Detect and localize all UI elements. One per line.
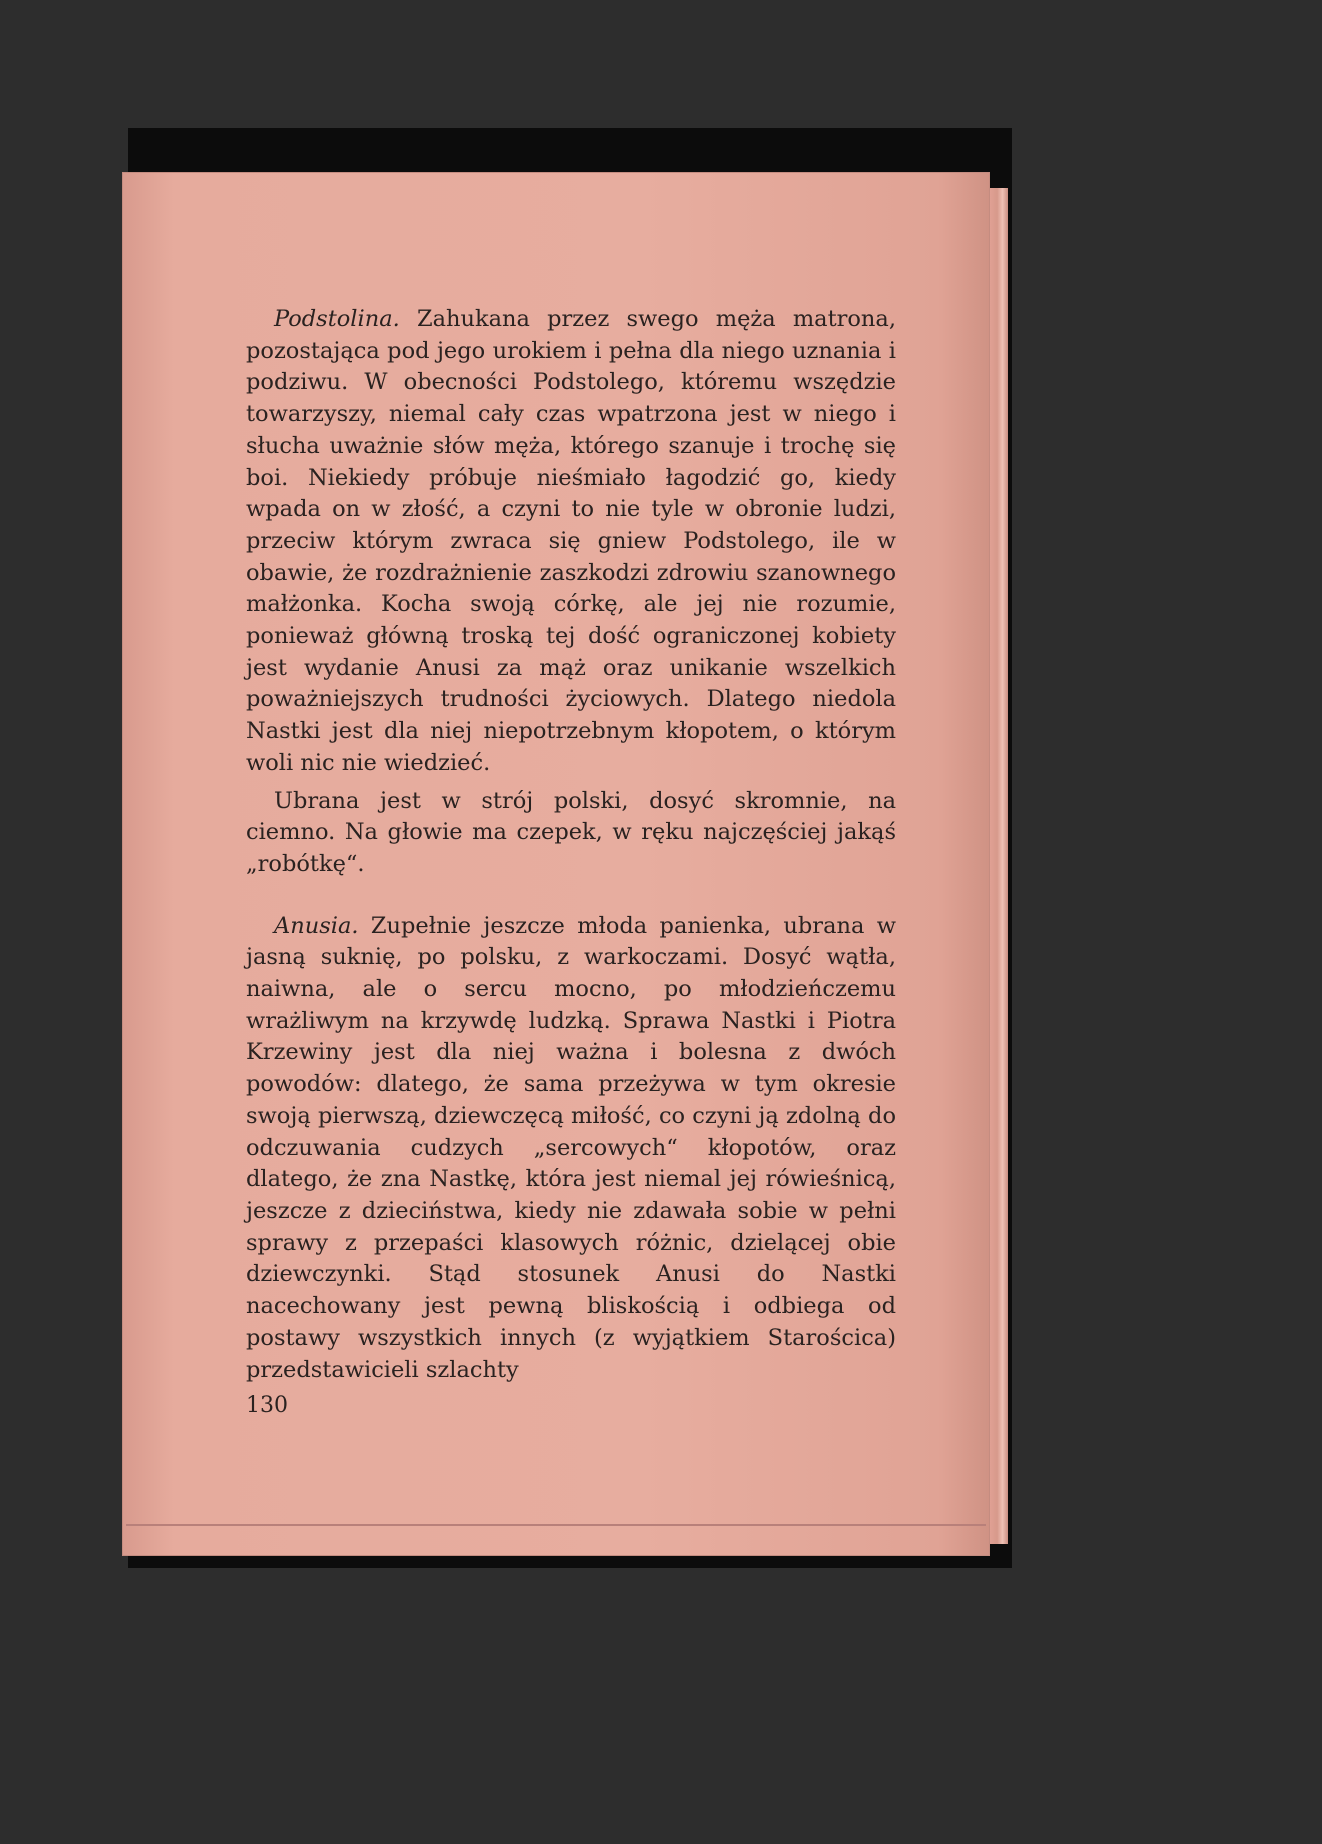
role-name: Anusia. bbox=[274, 912, 359, 939]
paragraph-text: Zupełnie jeszcze młoda panienka, ubrana w jasną suknię, po polsku, z warkoczami. Dosyć wątła, naiwna, ale o sercu mocno, po młodzieńczemu wrażliwym na krzywdę ludzką. Sprawa Nastki i Piotra Krzewiny jest dla niej ważna i bolesna z dwóch powodów: dlatego, że sama przeżywa w tym okresie swoją pierwszą, dziewczęcą miłość, co czyni ją zdolną do odczuwania cudzych „sercowych“ kłopotów, oraz dlatego, że zna Nastkę, która jest niemal jej rówieśnicą, jeszcze z dzieciństwa, kiedy nie zdawała sobie w pełni sprawy z przepaści klasowych różnic, dzielącej obie dziewczynki. Stąd stosunek Anusi do Nastki nacechowany jest pewną bliskością i odbiega od postawy wszystkich innych (z wyjątkiem Starościca) przedstawicieli szlachty bbox=[246, 912, 896, 1383]
page-text bbox=[246, 304, 896, 1386]
page-number: 130 bbox=[246, 1393, 288, 1418]
paragraph-costume bbox=[246, 786, 896, 881]
paragraph-text: Ubrana jest w strój polski, dosyć skromnie, na ciemno. Na głowie ma czepek, w ręku najczęściej jakąś „robótkę“. bbox=[246, 787, 896, 877]
page-bottom-edge bbox=[126, 1524, 986, 1526]
role-name: Podstolina. bbox=[274, 306, 400, 332]
page-edge bbox=[990, 188, 1008, 1544]
paragraph-text: Zahukana przez swego męża matrona, pozostająca pod jego urokiem i pełna dla niego uznania i podziwu. W obecności Podstolego, któremu wszędzie towarzyszy, niemal cały czas wpatrzona jest w niego i słucha uważnie słów męża, którego szanuje i trochę się boi. Niekiedy próbuje nieśmiało łagodzić go, kiedy wpada on w złość, a czyni to nie tyle w obronie ludzi, przeciw którym zwraca się gniew Podstolego, ile w obawie, że rozdrażnienie zaszkodzi zdrowiu szanownego małżonka. Kocha swoją córkę, ale jej nie rozumie, ponieważ główną troską tej dość ograniczonej kobiety jest wydanie Anusi za mąż oraz unikanie wszelkich poważniejszych trudności życiowych. Dlatego niedola Nastki jest dla niej niepotrzebnym kłopotem, o którym woli nic nie wiedzieć. bbox=[246, 306, 896, 776]
paragraph-anusia bbox=[246, 911, 896, 1387]
paragraph-podstolina bbox=[246, 304, 896, 780]
